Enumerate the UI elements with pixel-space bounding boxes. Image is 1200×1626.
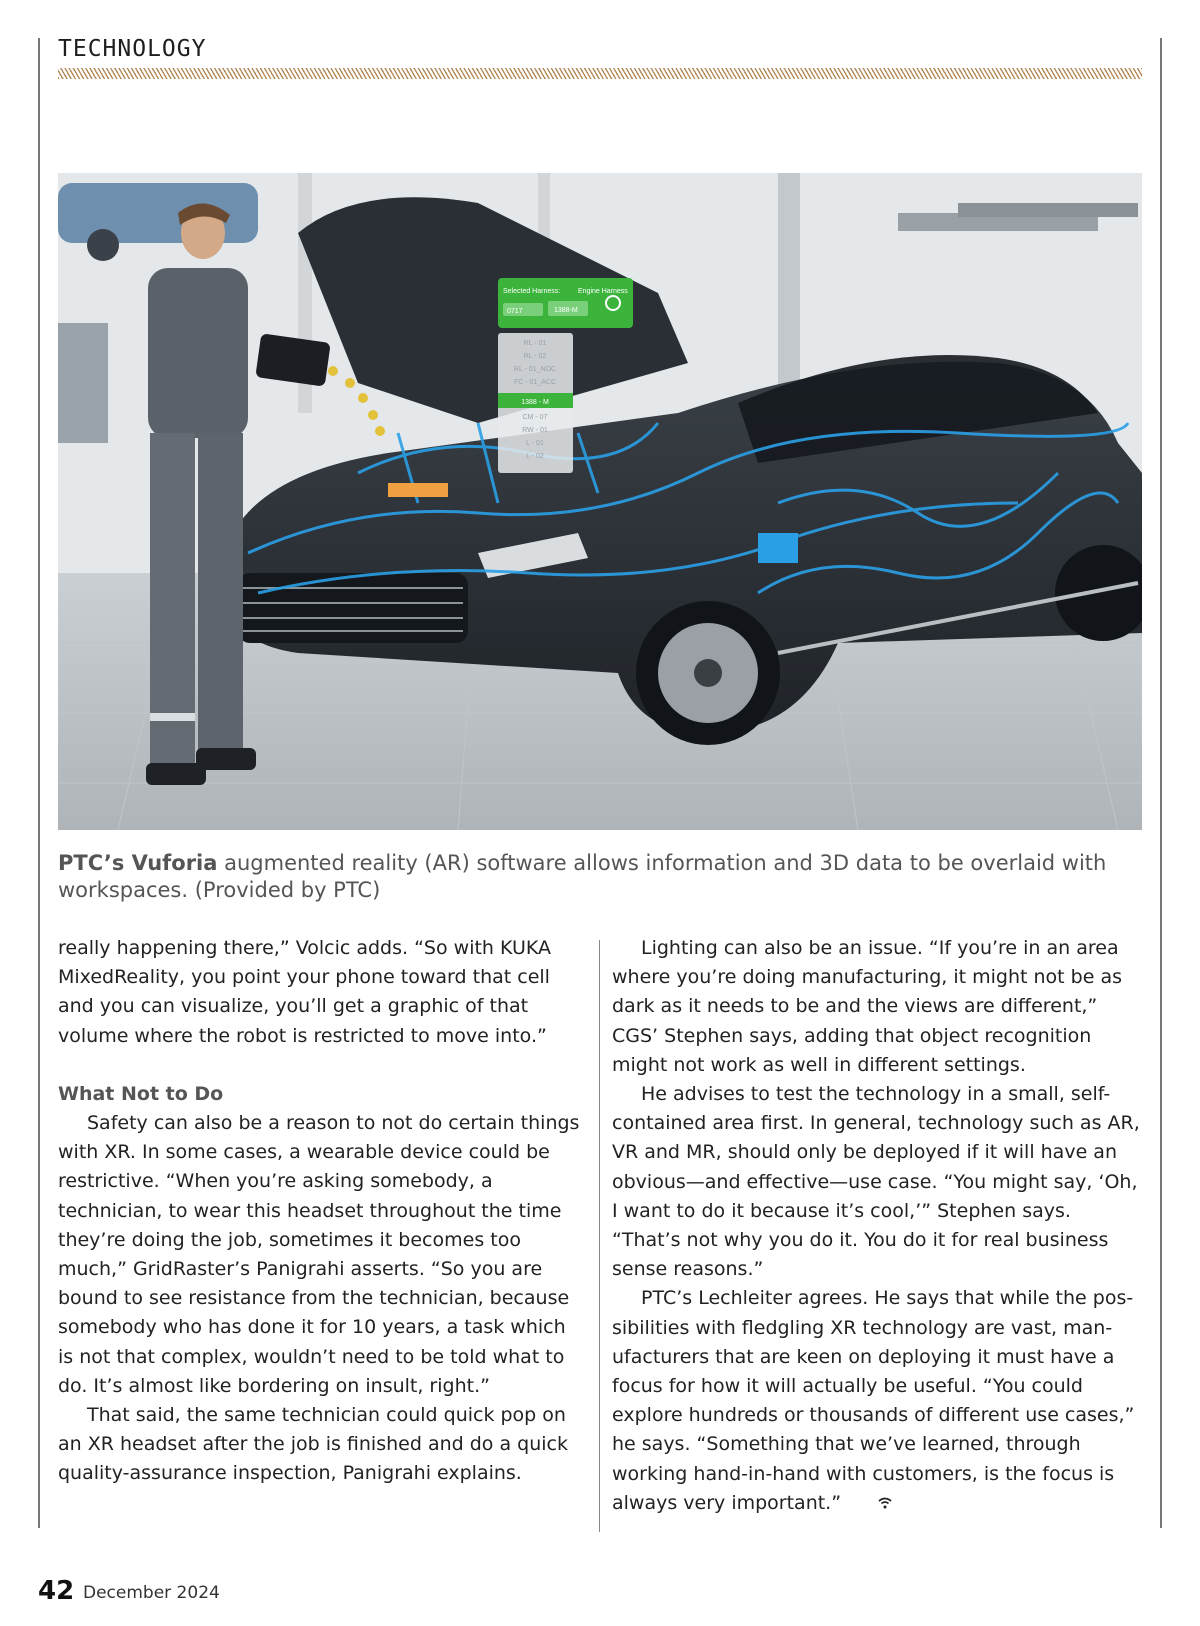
left-column (58, 934, 582, 1489)
figure-caption (58, 850, 1142, 904)
ar-car-photo (58, 173, 1142, 830)
right-column (612, 934, 1144, 1518)
ar-option-3: RL - 01_NOC (513, 366, 557, 373)
ar-option-8: L - 01 (526, 440, 544, 447)
section-label: TECHNOLOGY (58, 36, 207, 62)
subheading: What Not to Do (58, 1082, 224, 1105)
ar-option-2: RL - 02 (523, 353, 547, 360)
left-paragraph-3: That said, the same technician could quick pop on an XR headset after the job is finished and do a quick quality-assurance inspection, Panigrahi explains. (58, 1404, 568, 1485)
issue-date: December 2024 (83, 1583, 220, 1603)
right-paragraph-3 (612, 1284, 1144, 1518)
ar-panel-header-right: Engine Harness (578, 288, 628, 295)
ar-option-5: 1388 - M (521, 399, 549, 406)
ar-option-4: FC - 01_ACC (513, 379, 557, 386)
ar-panel-field-selected: 1388-M (554, 307, 578, 314)
ar-option-1: RL - 01 (523, 340, 547, 347)
ar-panel-field-value: 0717 (507, 308, 523, 315)
right-paragraph-3-text: PTC’s Lechleiter agrees. He says that while the possibilities with fledgling XR technology are vast, manufacturers that are keen on deploying it must have a focus for how it will actually be useful. “You could explore hundreds or thousands of different use cases,” he says. “Something that we’ve learned, through working hand-in-hand with customers, is the focus is always very important.” (612, 1287, 1135, 1514)
photo-illustration (58, 173, 1142, 830)
right-paragraph-2: He advises to test the technology in a small, self-contained area first. In general, technology such as AR, VR and MR, should only be deployed if it will have an obvious—and effective—use case. “You might say, ‘Oh, I want to do it because it’s cool,’” Stephen says. “That’s not why you do it. You do it for real business sense reasons.” (612, 1083, 1140, 1281)
caption-bold: PTC’s Vuforia (58, 851, 218, 875)
ar-option-9: L - 02 (526, 453, 544, 460)
page-number: 42 (38, 1576, 75, 1606)
caption-text: augmented reality (AR) software allows information and 3D data to be overlaid with workspaces. (Provided by PTC) (58, 851, 1107, 902)
left-margin-rule (38, 38, 40, 1528)
left-paragraph-1: really happening there,” Volcic adds. “So with KUKA MixedReality, you point your phone toward that cell and you can visualize, you’ll get a graphic of that volume where the robot is restricted to move into.” (58, 937, 551, 1047)
right-margin-rule (1160, 38, 1162, 1528)
ar-option-7: RW - 01 (522, 427, 548, 434)
decorative-hatch-bar (58, 68, 1142, 79)
wifi-end-mark-icon (849, 1489, 892, 1518)
paragraph-spacer (58, 1051, 582, 1080)
ar-panel-header-left: Selected Harness: (503, 288, 561, 295)
right-paragraph-1: Lighting can also be an issue. “If you’re in an area where you’re doing manufacturing, it might not be as dark as it needs to be and the views are different,” CGS’ Stephen says, adding that object recognition might not work as well in different settings. (612, 937, 1122, 1076)
column-divider (599, 940, 600, 1532)
ar-option-6: CM - 07 (522, 414, 548, 421)
left-paragraph-2: Safety can also be a reason to not do certain things with XR. In some cases, a wearable device could be restrictive. “When you’re asking somebody, a technician, to wear this headset throughout the time they’re doing the job, sometimes it becomes too much,” GridRaster’s Panigrahi asserts. “So you are bound to see resistance from the technician, because somebody who has done it for 10 years, a task which is not that complex, wouldn’t need to be told what to do. It’s almost like bordering on insult, right.” (58, 1112, 580, 1397)
